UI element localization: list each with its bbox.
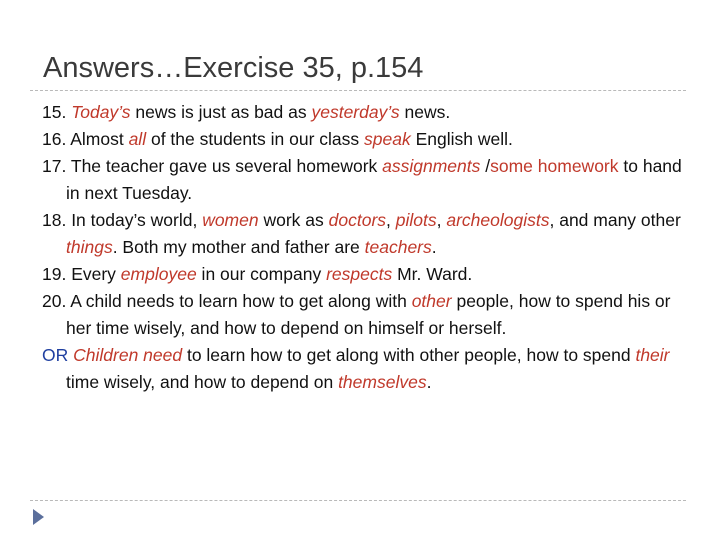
answer-text: 19. Every (42, 264, 121, 284)
answer-text: . Both my mother and father are (112, 237, 365, 257)
answer-text: English well. (410, 129, 513, 149)
or-label: OR (42, 345, 74, 365)
answer-text: 20. A child needs to learn how to get along with (42, 291, 412, 311)
answer-text: to hand in next Tuesday. (66, 156, 682, 203)
highlighted-answer: doctors (328, 210, 387, 230)
highlighted-answer: other (411, 291, 452, 311)
top-divider (30, 90, 686, 91)
answer-text: . (426, 372, 432, 392)
highlighted-answer: Today’s (71, 102, 131, 122)
answer-text: of the students in our class (146, 129, 364, 149)
answer-item (42, 207, 682, 261)
highlighted-answer: their (635, 345, 670, 365)
highlighted-answer: themselves (338, 372, 427, 392)
answer-text: people, how to spend his or her time wisely, and how to depend on himself or herself. (66, 291, 671, 338)
answer-text: . (431, 237, 437, 257)
answer-text: work as (258, 210, 329, 230)
answer-text: 16. Almost (42, 129, 129, 149)
answer-text: 18. In today’s world, (42, 210, 203, 230)
answer-item (42, 99, 682, 126)
answer-text: , (436, 210, 447, 230)
answer-item (42, 261, 682, 288)
bottom-divider (30, 500, 686, 501)
answer-text: Mr. Ward. (392, 264, 473, 284)
answer-text: in our company (196, 264, 327, 284)
answer-text: / (480, 156, 491, 176)
highlighted-answer: pilots (395, 210, 437, 230)
highlighted-answer: some homework (490, 156, 619, 176)
highlighted-answer: women (202, 210, 259, 230)
answer-item (42, 153, 682, 207)
answer-item (42, 342, 682, 396)
answer-text: news is just as bad as (130, 102, 312, 122)
answer-list (42, 99, 682, 396)
answer-text: 15. (42, 102, 72, 122)
highlighted-answer: yesterday’s (311, 102, 400, 122)
answer-text: to learn how to get along with other people, how to spend (182, 345, 636, 365)
answer-text: , (386, 210, 396, 230)
answer-item (42, 126, 682, 153)
answer-item (42, 288, 682, 342)
highlighted-answer: Children need (73, 345, 183, 365)
highlighted-answer: teachers (364, 237, 432, 257)
answer-text: 17. The teacher gave us several homework (42, 156, 383, 176)
answer-text: , and many other (549, 210, 681, 230)
answer-text: news. (399, 102, 451, 122)
highlighted-answer: speak (364, 129, 411, 149)
highlighted-answer: things (66, 237, 113, 257)
highlighted-answer: all (128, 129, 147, 149)
highlighted-answer: assignments (382, 156, 481, 176)
answer-text: time wisely, and how to depend on (66, 372, 339, 392)
highlighted-answer: respects (326, 264, 393, 284)
slide-title: Answers…Exercise 35, p.154 (43, 52, 424, 84)
highlighted-answer: employee (120, 264, 197, 284)
highlighted-answer: archeologists (446, 210, 550, 230)
arrow-right-icon[interactable] (33, 509, 44, 525)
